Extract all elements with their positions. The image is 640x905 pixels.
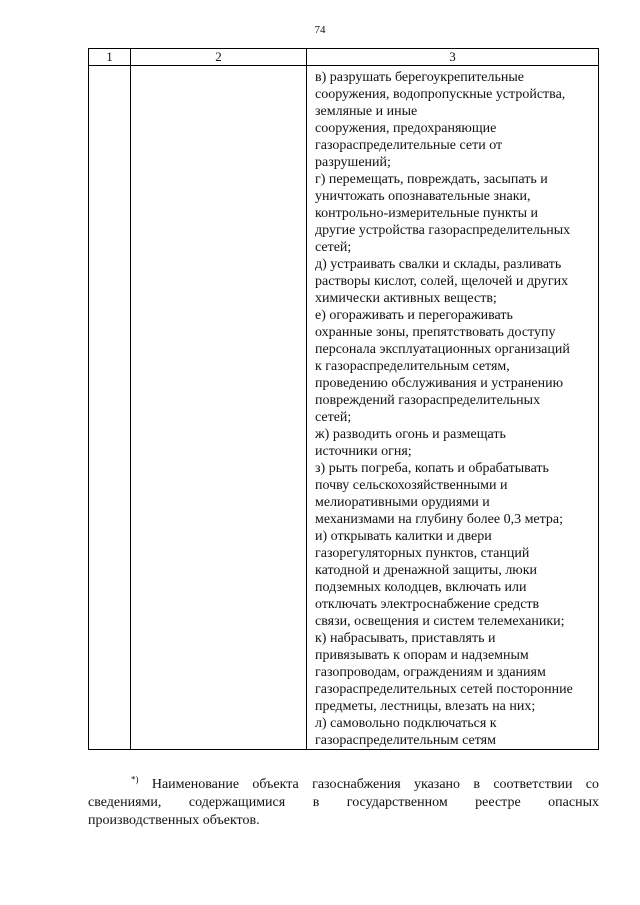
- table-text-line: земляные и иные: [315, 104, 418, 119]
- table-text-line: повреждений газораспределительных: [315, 393, 541, 408]
- table-text-line: г) перемещать, повреждать, засыпать и: [315, 172, 548, 187]
- table-text-line: связи, освещения и систем телемеханики;: [315, 614, 565, 629]
- table-text-line: ж) разводить огонь и размещать: [315, 427, 506, 442]
- table-text-line: уничтожать опознавательные знаки,: [315, 189, 531, 204]
- table-text-line: источники огня;: [315, 444, 412, 459]
- table-text-line: подземных колодцев, включать или: [315, 580, 527, 595]
- table-text-line: сооружения, предохраняющие: [315, 121, 497, 136]
- table-text-line: разрушений;: [315, 155, 391, 170]
- table-text-line: газораспределительные сети от: [315, 138, 503, 153]
- table-text-line: газораспределительных сетей посторонние: [315, 682, 573, 697]
- footnote-line-1: [88, 776, 599, 794]
- body-cell-3: [307, 66, 598, 749]
- body-cell-2: [131, 66, 307, 749]
- table-text-line: персонала эксплуатационных организаций: [315, 342, 570, 357]
- footnote-marker: *): [131, 774, 139, 785]
- footnote-text-1: Наименование объекта газоснабжения указано в соответствии со: [151, 777, 599, 792]
- table-text-line: к) набрасывать, приставлять и: [315, 631, 496, 646]
- table-header-row: [89, 49, 598, 66]
- page-number: 74: [314, 24, 326, 36]
- table-text-line: в) разрушать берегоукрепительные: [315, 70, 525, 85]
- table-text-line: сетей;: [315, 240, 352, 255]
- table-text-line: газораспределительным сетям: [315, 733, 496, 748]
- footnote-line-2: сведениями, содержащимися в государственном реестре опасных: [88, 795, 599, 810]
- table-text-line: сооружения, водопропускные устройства,: [315, 87, 566, 102]
- table-text-line: е) огораживать и перегораживать: [315, 308, 513, 323]
- table-text-line: другие устройства газораспределительных: [315, 223, 571, 238]
- table-text-line: з) рыть погреба, копать и обрабатывать: [315, 461, 549, 476]
- table-text-line: проведению обслуживания и устранению: [315, 376, 564, 391]
- header-cell-3: 3: [449, 49, 456, 64]
- header-cell-2: 2: [131, 49, 307, 65]
- table-text-line: катодной и дренажной защиты, люки: [315, 563, 538, 578]
- table-text-line: предметы, лестницы, влезать на них;: [315, 699, 536, 714]
- table-text-line: и) открывать калитки и двери: [315, 529, 492, 544]
- table-text-line: сетей;: [315, 410, 352, 425]
- table-text-line: отключать электроснабжение средств: [315, 597, 540, 612]
- table-text-line: привязывать к опорам и надземным: [315, 648, 529, 663]
- table-text-line: газорегуляторных пунктов, станций: [315, 546, 530, 561]
- body-cell-1: [89, 66, 131, 749]
- table-text-line: газопроводам, ограждениям и зданиям: [315, 665, 546, 680]
- table-text-line: д) устраивать свалки и склады, разливать: [315, 257, 562, 272]
- table-text-line: почву сельскохозяйственными и: [315, 478, 508, 493]
- table-body-row: [89, 66, 598, 749]
- table-text-line: к газораспределительным сетям,: [315, 359, 510, 374]
- header-cell-1: 1: [89, 49, 131, 65]
- table-text-line: л) самовольно подключаться к: [315, 716, 497, 731]
- table-text-line: растворы кислот, солей, щелочей и других: [315, 274, 569, 289]
- table-text-line: охранные зоны, препятствовать доступу: [315, 325, 556, 340]
- footnote-line-3: производственных объектов.: [88, 813, 260, 828]
- table-text-line: химически активных веществ;: [315, 291, 497, 306]
- table-text-line: контрольно-измерительные пункты и: [315, 206, 539, 221]
- footnote: [88, 776, 599, 830]
- table-text-line: мелиоративными орудиями и: [315, 495, 490, 510]
- content-table: [88, 48, 599, 750]
- table-text-line: механизмами на глубину более 0,3 метра;: [315, 512, 564, 527]
